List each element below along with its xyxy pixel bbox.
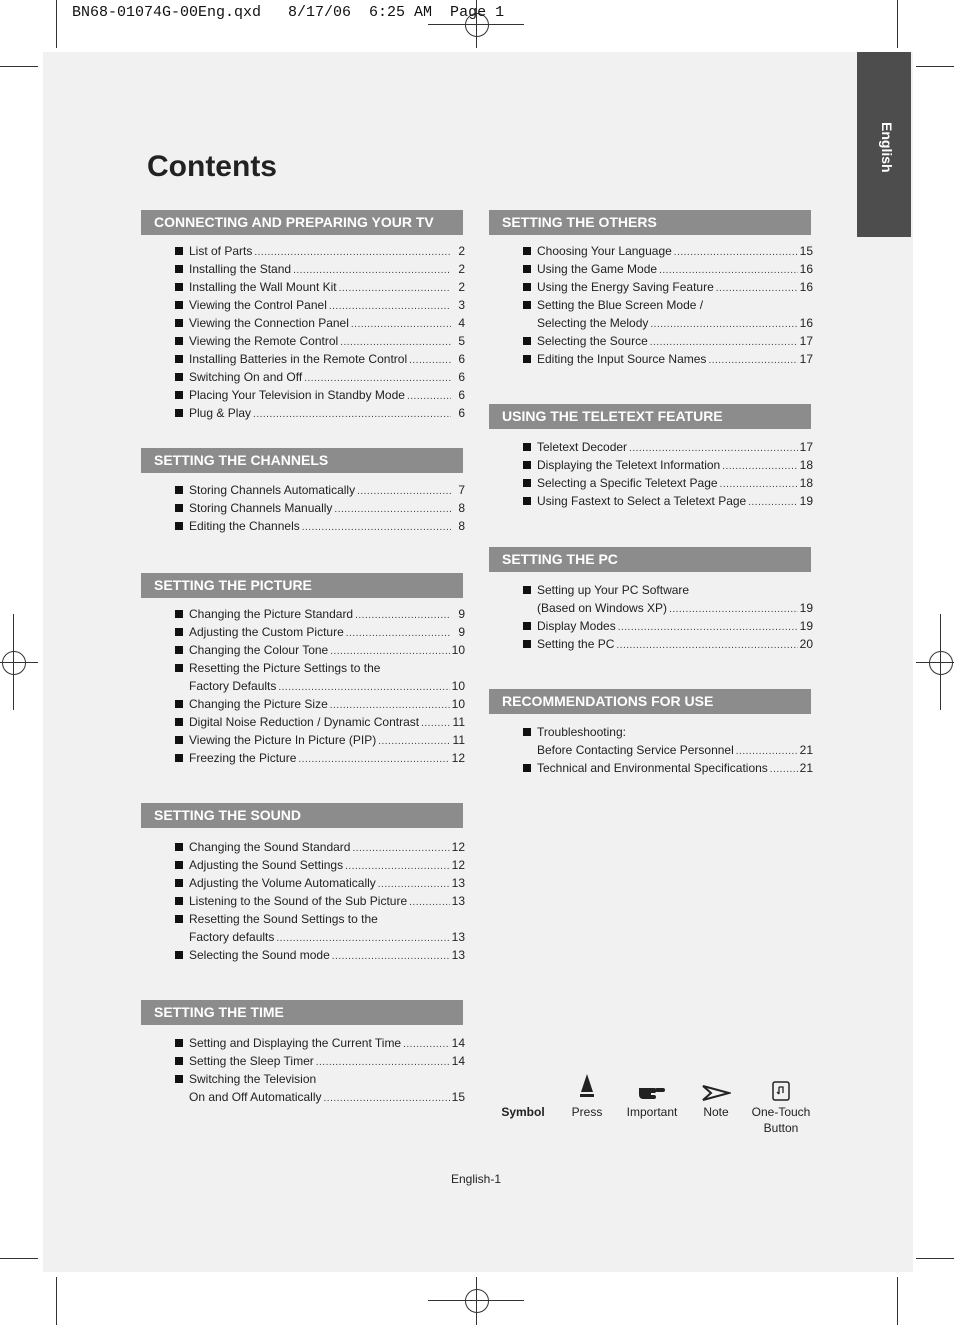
bullet-square-icon [175, 951, 183, 959]
toc-entry-text: Before Contacting Service Personnel [537, 743, 734, 757]
bullet-square-icon [523, 622, 531, 630]
bullet-square-icon [523, 355, 531, 363]
toc-page-number: 19 [799, 619, 813, 633]
toc-page-number: 19 [799, 494, 813, 508]
toc-entry-text: Viewing the Connection Panel [189, 316, 349, 330]
crop-mark [56, 0, 57, 48]
toc-page-number: 6 [458, 388, 465, 402]
bullet-square-icon [175, 522, 183, 530]
toc-entry[interactable] [141, 296, 463, 314]
toc-page-number: 17 [799, 334, 813, 348]
bullet-square-icon [175, 879, 183, 887]
toc-entry-text: Selecting the Melody [537, 316, 649, 330]
toc-entry-text: On and Off Automatically [189, 1090, 322, 1104]
section-teletext [489, 404, 811, 510]
toc-page-number: 13 [451, 930, 465, 944]
legend-note: Note [696, 1066, 736, 1120]
bullet-square-icon [523, 443, 531, 451]
crop-mark [916, 1258, 954, 1259]
crop-mark [897, 1277, 898, 1325]
toc-entry-text: Using the Game Mode [537, 262, 658, 276]
toc-entry-continuation[interactable] [141, 928, 463, 946]
toc-entry[interactable] [141, 695, 463, 713]
toc-list [489, 438, 811, 510]
toc-entry-text: Changing the Colour Tone [189, 643, 329, 657]
bullet-square-icon [523, 461, 531, 469]
toc-entry-text: Factory Defaults [189, 679, 277, 693]
toc-entry[interactable] [489, 296, 811, 314]
toc-list [489, 723, 811, 777]
section-heading: CONNECTING AND PREPARING YOUR TV [141, 210, 463, 235]
section-heading: SETTING THE TIME [141, 1000, 463, 1025]
toc-entry[interactable] [141, 499, 463, 517]
toc-entry[interactable] [141, 314, 463, 332]
toc-entry-text: Resetting the Sound Settings to the [189, 912, 378, 926]
toc-entry-text: Changing the Picture Size [189, 697, 328, 711]
toc-entry[interactable] [489, 260, 811, 278]
bullet-square-icon [175, 355, 183, 363]
symbol-legend [500, 1066, 815, 1136]
toc-entry-text: Plug & Play [189, 406, 252, 420]
toc-entry[interactable] [489, 438, 811, 456]
bullet-square-icon [175, 373, 183, 381]
toc-entry-text: Using the Energy Saving Feature [537, 280, 714, 294]
toc-entry-text: Installing the Wall Mount Kit [189, 280, 337, 294]
language-tab-label: English [879, 122, 895, 173]
bullet-square-icon [175, 897, 183, 905]
toc-page-number: 12 [451, 751, 465, 765]
toc-entry-text: Switching the Television [189, 1072, 317, 1086]
toc-page-number: 8 [458, 501, 465, 515]
leader-dots [298, 751, 449, 769]
toc-page-number: 9 [458, 607, 465, 621]
toc-page-number: 13 [451, 948, 465, 962]
bullet-square-icon [175, 337, 183, 345]
bullet-square-icon [523, 301, 531, 309]
bullet-square-icon [523, 497, 531, 505]
toc-entry-text: Adjusting the Volume Automatically [189, 876, 376, 890]
note-arrow-icon [696, 1066, 736, 1102]
bullet-square-icon [523, 247, 531, 255]
leader-dots [708, 352, 797, 370]
bullet-square-icon [175, 283, 183, 291]
toc-entry-text: Placing Your Television in Standby Mode [189, 388, 405, 402]
toc-entry[interactable] [141, 749, 463, 767]
bullet-square-icon [175, 628, 183, 636]
toc-page-number: 18 [799, 476, 813, 490]
toc-entry-text: Listening to the Sound of the Sub Picture [189, 894, 408, 908]
crop-mark [897, 0, 898, 48]
toc-page-number: 6 [458, 370, 465, 384]
toc-entry[interactable] [489, 617, 811, 635]
section-heading: SETTING THE OTHERS [489, 210, 811, 235]
toc-entry-text: Selecting the Source [537, 334, 648, 348]
section-pc [489, 547, 811, 653]
bullet-square-icon [175, 718, 183, 726]
section-time [141, 1000, 463, 1106]
toc-page-number: 6 [458, 406, 465, 420]
toc-entry-text: Teletext Decoder [537, 440, 628, 454]
toc-entry-text: Viewing the Picture In Picture (PIP) [189, 733, 377, 747]
toc-page-number: 9 [458, 625, 465, 639]
section-heading: SETTING THE CHANNELS [141, 448, 463, 473]
toc-entry[interactable] [141, 1034, 463, 1052]
toc-entry-text: Setting the Sleep Timer [189, 1054, 314, 1068]
leader-dots [324, 1090, 450, 1108]
toc-entry-continuation[interactable] [489, 741, 811, 759]
toc-entry-text: Installing Batteries in the Remote Control [189, 352, 408, 366]
toc-entry[interactable] [141, 856, 463, 874]
toc-page-number: 13 [451, 876, 465, 890]
toc-page-number: 2 [458, 244, 465, 258]
toc-entry[interactable] [141, 350, 463, 368]
bullet-square-icon [175, 646, 183, 654]
toc-list [489, 581, 811, 653]
toc-page-number: 8 [458, 519, 465, 533]
bullet-square-icon [175, 409, 183, 417]
bullet-square-icon [523, 265, 531, 273]
registration-circle [929, 651, 953, 675]
legend-important: Important [624, 1066, 680, 1120]
toc-entry[interactable] [141, 242, 463, 260]
toc-list [141, 1034, 463, 1106]
crop-mark [56, 1277, 57, 1325]
bullet-square-icon [523, 728, 531, 736]
toc-entry[interactable] [489, 635, 811, 653]
toc-page-number: 15 [799, 244, 813, 258]
toc-page-number: 6 [458, 352, 465, 366]
toc-list [141, 481, 463, 535]
print-slug: BN68-01074G-00Eng.qxd 8/17/06 6:25 AM Page 1 [72, 4, 505, 21]
toc-list [489, 242, 811, 368]
toc-page-number: 17 [799, 440, 813, 454]
toc-entry[interactable] [141, 332, 463, 350]
toc-entry-text: Adjusting the Sound Settings [189, 858, 344, 872]
toc-page-number: 14 [451, 1036, 465, 1050]
leader-dots [302, 519, 451, 537]
toc-entry-text: Changing the Sound Standard [189, 840, 351, 854]
toc-page-number: 20 [799, 637, 813, 651]
page-title: Contents [147, 150, 277, 183]
toc-entry-text: Setting the PC [537, 637, 615, 651]
toc-entry[interactable] [141, 623, 463, 641]
toc-entry-text: Selecting a Specific Teletext Page [537, 476, 718, 490]
bullet-square-icon [523, 586, 531, 594]
toc-entry-text: List of Parts [189, 244, 253, 258]
registration-circle [465, 1289, 489, 1313]
toc-entry[interactable] [141, 659, 463, 677]
toc-entry[interactable] [141, 517, 463, 535]
toc-list [141, 242, 463, 422]
toc-entry[interactable] [141, 946, 463, 964]
bullet-square-icon [175, 754, 183, 762]
bullet-square-icon [175, 915, 183, 923]
toc-page-number: 12 [451, 840, 465, 854]
toc-entry-text: Setting the Blue Screen Mode / [537, 298, 704, 312]
toc-entry[interactable] [489, 242, 811, 260]
toc-entry[interactable] [141, 838, 463, 856]
toc-entry[interactable] [141, 910, 463, 928]
bullet-square-icon [523, 764, 531, 772]
toc-entry[interactable] [489, 278, 811, 296]
toc-page-number: 21 [799, 743, 813, 757]
toc-entry[interactable] [141, 368, 463, 386]
section-heading: SETTING THE PC [489, 547, 811, 572]
bullet-square-icon [523, 640, 531, 648]
one-touch-button-icon [748, 1066, 814, 1102]
pointing-hand-icon [624, 1066, 680, 1102]
toc-entry-text: Changing the Picture Standard [189, 607, 354, 621]
toc-entry-text: Setting up Your PC Software [537, 583, 690, 597]
bullet-square-icon [175, 301, 183, 309]
legend-one-touch: One-Touch Button [748, 1066, 814, 1136]
bullet-square-icon [175, 486, 183, 494]
leader-dots [253, 406, 451, 424]
toc-page-number: 2 [458, 262, 465, 276]
toc-entry[interactable] [141, 605, 463, 623]
toc-entry[interactable] [489, 350, 811, 368]
crop-mark [0, 1258, 38, 1259]
toc-page-number: 15 [451, 1090, 465, 1104]
toc-entry[interactable] [141, 641, 463, 659]
toc-entry-text: Digital Noise Reduction / Dynamic Contrast [189, 715, 420, 729]
leader-dots [748, 494, 797, 512]
toc-entry-text: Storing Channels Automatically [189, 483, 356, 497]
leader-dots [332, 948, 450, 966]
toc-entry-continuation[interactable] [141, 677, 463, 695]
section-picture [141, 573, 463, 767]
toc-page-number: 10 [451, 643, 465, 657]
toc-entry-continuation[interactable] [489, 599, 811, 617]
bullet-square-icon [175, 664, 183, 672]
toc-list [141, 605, 463, 767]
toc-entry[interactable] [489, 723, 811, 741]
bullet-square-icon [523, 479, 531, 487]
bullet-square-icon [175, 1039, 183, 1047]
press-icon [564, 1066, 610, 1102]
toc-entry-text: (Based on Windows XP) [537, 601, 668, 615]
toc-entry[interactable] [489, 581, 811, 599]
registration-circle [2, 651, 26, 675]
toc-entry-text: Installing the Stand [189, 262, 292, 276]
toc-entry[interactable] [141, 731, 463, 749]
toc-page-number: 16 [799, 316, 813, 330]
toc-page-number: 11 [452, 733, 465, 747]
toc-entry[interactable] [141, 260, 463, 278]
toc-entry-text: Technical and Environmental Specifications [537, 761, 768, 775]
toc-page-number: 12 [451, 858, 465, 872]
bullet-square-icon [175, 391, 183, 399]
toc-page-number: 16 [799, 262, 813, 276]
toc-page-number: 2 [458, 280, 465, 294]
toc-entry-text: Setting and Displaying the Current Time [189, 1036, 402, 1050]
toc-page-number: 11 [452, 715, 465, 729]
toc-entry[interactable] [489, 759, 811, 777]
toc-entry-continuation[interactable] [489, 314, 811, 332]
toc-entry[interactable] [141, 386, 463, 404]
crop-mark [916, 66, 954, 67]
toc-entry-text: Viewing the Control Panel [189, 298, 327, 312]
legend-press: Press [564, 1066, 610, 1120]
toc-entry-text: Selecting the Sound mode [189, 948, 330, 962]
toc-entry[interactable] [141, 713, 463, 731]
toc-page-number: 5 [458, 334, 465, 348]
section-heading: USING THE TELETEXT FEATURE [489, 404, 811, 429]
bullet-square-icon [523, 283, 531, 291]
bullet-square-icon [175, 247, 183, 255]
section-heading: RECOMMENDATIONS FOR USE [489, 689, 811, 714]
page-footer: English-1 [451, 1172, 502, 1186]
toc-entry-text: Resetting the Picture Settings to the [189, 661, 381, 675]
bullet-square-icon [175, 610, 183, 618]
toc-entry-text: Adjusting the Custom Picture [189, 625, 344, 639]
bullet-square-icon [523, 337, 531, 345]
toc-list [141, 838, 463, 964]
toc-entry-text: Troubleshooting: [537, 725, 626, 739]
toc-entry-text: Choosing Your Language [537, 244, 672, 258]
toc-entry-text: Freezing the Picture [189, 751, 297, 765]
toc-entry[interactable] [489, 332, 811, 350]
toc-page-number: 18 [799, 458, 813, 472]
toc-entry[interactable] [141, 404, 463, 422]
toc-page-number: 4 [458, 316, 465, 330]
bullet-square-icon [175, 843, 183, 851]
toc-page-number: 16 [799, 280, 813, 294]
bullet-square-icon [175, 861, 183, 869]
toc-entry[interactable] [141, 1052, 463, 1070]
toc-entry-text: Editing the Input Source Names [537, 352, 707, 366]
toc-page-number: 21 [799, 761, 813, 775]
section-others [489, 210, 811, 368]
toc-page-number: 17 [799, 352, 813, 366]
section-heading: SETTING THE SOUND [141, 803, 463, 828]
section-recommendations [489, 689, 811, 777]
toc-entry-text: Displaying the Teletext Information [537, 458, 721, 472]
legend-symbol: Symbol [501, 1105, 545, 1119]
toc-entry[interactable] [141, 892, 463, 910]
toc-page-number: 10 [451, 697, 465, 711]
leader-dots [770, 761, 798, 779]
toc-page-number: 10 [451, 679, 465, 693]
toc-entry-text: Factory defaults [189, 930, 275, 944]
toc-entry-text: Switching On and Off [189, 370, 303, 384]
bullet-square-icon [175, 700, 183, 708]
toc-page-number: 19 [799, 601, 813, 615]
toc-entry-text: Using Fastext to Select a Teletext Page [537, 494, 747, 508]
toc-page-number: 13 [451, 894, 465, 908]
toc-entry-text: Storing Channels Manually [189, 501, 333, 515]
toc-entry[interactable] [489, 492, 811, 510]
toc-entry-text: Editing the Channels [189, 519, 300, 533]
toc-entry-text: Viewing the Remote Control [189, 334, 339, 348]
section-channels [141, 448, 463, 535]
toc-page-number: 7 [458, 483, 465, 497]
section-connecting [141, 210, 463, 422]
toc-entry-continuation[interactable] [141, 1088, 463, 1106]
section-heading: SETTING THE PICTURE [141, 573, 463, 598]
bullet-square-icon [175, 265, 183, 273]
bullet-square-icon [175, 736, 183, 744]
toc-entry[interactable] [141, 1070, 463, 1088]
language-tab [857, 52, 911, 237]
toc-entry-text: Display Modes [537, 619, 616, 633]
toc-entry[interactable] [489, 474, 811, 492]
leader-dots [616, 637, 797, 655]
toc-entry[interactable] [489, 456, 811, 474]
toc-entry[interactable] [141, 481, 463, 499]
toc-entry[interactable] [141, 874, 463, 892]
toc-entry[interactable] [141, 278, 463, 296]
toc-page-number: 3 [458, 298, 465, 312]
crop-mark [0, 66, 38, 67]
bullet-square-icon [175, 1057, 183, 1065]
section-sound [141, 803, 463, 964]
bullet-square-icon [175, 1075, 183, 1083]
bullet-square-icon [175, 504, 183, 512]
bullet-square-icon [175, 319, 183, 327]
toc-page-number: 14 [451, 1054, 465, 1068]
